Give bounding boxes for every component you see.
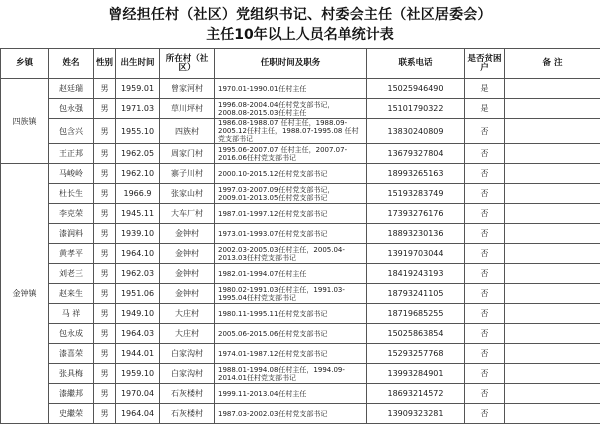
service-cell: 1996.08-2004.04任村党支部书记，2008.08-2015.03任村主任 bbox=[215, 99, 367, 119]
birth-cell: 1964.03 bbox=[116, 324, 160, 344]
name-cell: 史繼荣 bbox=[49, 404, 94, 424]
phone-cell: 17393276176 bbox=[367, 204, 465, 224]
note-cell bbox=[505, 404, 600, 424]
header-village: 所在村（社区） bbox=[160, 49, 215, 79]
village-cell: 曾家河村 bbox=[160, 79, 215, 99]
poor-cell: 否 bbox=[465, 144, 505, 164]
name-cell: 刘老三 bbox=[49, 264, 94, 284]
phone-cell: 13909323281 bbox=[367, 404, 465, 424]
note-cell bbox=[505, 284, 600, 304]
service-cell: 1999.11-2013.04任村主任 bbox=[215, 384, 367, 404]
table-row bbox=[1, 384, 600, 404]
village-cell: 金钟村 bbox=[160, 284, 215, 304]
village-cell: 金钟村 bbox=[160, 264, 215, 284]
service-cell: 1980.11-1995.11任村党支部书记 bbox=[215, 304, 367, 324]
gender-cell: 男 bbox=[94, 144, 116, 164]
village-cell: 四族村 bbox=[160, 119, 215, 144]
gender-cell: 男 bbox=[94, 264, 116, 284]
poor-cell: 否 bbox=[465, 404, 505, 424]
gender-cell: 男 bbox=[94, 404, 116, 424]
note-cell bbox=[505, 164, 600, 184]
poor-cell: 是 bbox=[465, 99, 505, 119]
note-cell bbox=[505, 119, 600, 144]
village-cell: 白家沟村 bbox=[160, 344, 215, 364]
gender-cell: 男 bbox=[94, 284, 116, 304]
header-poor: 是否贫困户 bbox=[465, 49, 505, 79]
gender-cell: 男 bbox=[94, 304, 116, 324]
note-cell bbox=[505, 384, 600, 404]
note-cell bbox=[505, 99, 600, 119]
village-cell: 大庄村 bbox=[160, 324, 215, 344]
poor-cell: 是 bbox=[465, 79, 505, 99]
birth-cell: 1944.01 bbox=[116, 344, 160, 364]
village-cell: 大车厂村 bbox=[160, 204, 215, 224]
service-cell: 1982.01-1994.07任村主任 bbox=[215, 264, 367, 284]
table-row bbox=[1, 224, 600, 244]
phone-cell: 15025863854 bbox=[367, 324, 465, 344]
village-cell: 张家山村 bbox=[160, 184, 215, 204]
table-title-line-1: 曾经担任村（社区）党组织书记、村委会主任（社区居委会） bbox=[0, 4, 600, 24]
header-town: 乡镇 bbox=[1, 49, 49, 79]
personnel-table bbox=[0, 48, 600, 424]
table-row bbox=[1, 99, 600, 119]
table-row bbox=[1, 304, 600, 324]
name-cell: 马 祥 bbox=[49, 304, 94, 324]
poor-cell: 否 bbox=[465, 224, 505, 244]
birth-cell: 1945.11 bbox=[116, 204, 160, 224]
birth-cell: 1955.10 bbox=[116, 119, 160, 144]
name-cell: 杜长生 bbox=[49, 184, 94, 204]
birth-cell: 1939.10 bbox=[116, 224, 160, 244]
poor-cell: 否 bbox=[465, 119, 505, 144]
phone-cell: 13679327804 bbox=[367, 144, 465, 164]
town-cell: 四族镇 bbox=[1, 79, 49, 164]
name-cell: 赵廷瑞 bbox=[49, 79, 94, 99]
birth-cell: 1964.10 bbox=[116, 244, 160, 264]
phone-cell: 13830240809 bbox=[367, 119, 465, 144]
table-row bbox=[1, 364, 600, 384]
village-cell: 金钟村 bbox=[160, 244, 215, 264]
gender-cell: 男 bbox=[94, 324, 116, 344]
service-cell: 1973.01-1993.07任村党支部书记 bbox=[215, 224, 367, 244]
service-cell: 2000.10-2015.12任村党支部书记 bbox=[215, 164, 367, 184]
name-cell: 包永强 bbox=[49, 99, 94, 119]
name-cell: 赵来生 bbox=[49, 284, 94, 304]
note-cell bbox=[505, 344, 600, 364]
birth-cell: 1959.01 bbox=[116, 79, 160, 99]
table-row bbox=[1, 204, 600, 224]
header-service: 任职时间及职务 bbox=[215, 49, 367, 79]
service-cell: 1987.03-2002.03任村党支部书记 bbox=[215, 404, 367, 424]
birth-cell: 1959.10 bbox=[116, 364, 160, 384]
note-cell bbox=[505, 364, 600, 384]
table-row bbox=[1, 404, 600, 424]
service-cell: 1988.01-1994.08任村主任，1994.09-2014.01任村党支部书记 bbox=[215, 364, 367, 384]
table-row bbox=[1, 244, 600, 264]
service-cell: 2002.03-2005.03任村主任，2005.04-2013.03任村党支部书记 bbox=[215, 244, 367, 264]
village-cell: 寨子川村 bbox=[160, 164, 215, 184]
birth-cell: 1951.06 bbox=[116, 284, 160, 304]
gender-cell: 男 bbox=[94, 164, 116, 184]
poor-cell: 否 bbox=[465, 264, 505, 284]
table-title-line-2: 主任10年以上人员名单统计表 bbox=[0, 24, 600, 44]
phone-cell: 18793241105 bbox=[367, 284, 465, 304]
birth-cell: 1964.04 bbox=[116, 404, 160, 424]
name-cell: 漆喜荣 bbox=[49, 344, 94, 364]
gender-cell: 男 bbox=[94, 204, 116, 224]
poor-cell: 否 bbox=[465, 184, 505, 204]
name-cell: 漆繼邦 bbox=[49, 384, 94, 404]
name-cell: 马峻岭 bbox=[49, 164, 94, 184]
gender-cell: 男 bbox=[94, 99, 116, 119]
table-row bbox=[1, 144, 600, 164]
name-cell: 包永成 bbox=[49, 324, 94, 344]
poor-cell: 否 bbox=[465, 204, 505, 224]
table-row bbox=[1, 264, 600, 284]
village-cell: 白家沟村 bbox=[160, 364, 215, 384]
village-cell: 金钟村 bbox=[160, 224, 215, 244]
phone-cell: 18993265163 bbox=[367, 164, 465, 184]
birth-cell: 1971.03 bbox=[116, 99, 160, 119]
phone-cell: 13993284901 bbox=[367, 364, 465, 384]
note-cell bbox=[505, 324, 600, 344]
service-cell: 1986.08-1988.07 任村主任，1988.09-2005.12任村主任，1988.07-1995.08 任村党支部书记 bbox=[215, 119, 367, 144]
gender-cell: 男 bbox=[94, 119, 116, 144]
name-cell: 黄孝平 bbox=[49, 244, 94, 264]
birth-cell: 1966.9 bbox=[116, 184, 160, 204]
gender-cell: 男 bbox=[94, 244, 116, 264]
town-cell: 金钟镇 bbox=[1, 164, 49, 424]
phone-cell: 18893230136 bbox=[367, 224, 465, 244]
table-row bbox=[1, 284, 600, 304]
poor-cell: 否 bbox=[465, 384, 505, 404]
gender-cell: 男 bbox=[94, 224, 116, 244]
gender-cell: 男 bbox=[94, 344, 116, 364]
phone-cell: 15025946490 bbox=[367, 79, 465, 99]
name-cell: 漆润料 bbox=[49, 224, 94, 244]
birth-cell: 1970.04 bbox=[116, 384, 160, 404]
phone-cell: 13919703044 bbox=[367, 244, 465, 264]
note-cell bbox=[505, 79, 600, 99]
phone-cell: 15101790322 bbox=[367, 99, 465, 119]
note-cell bbox=[505, 144, 600, 164]
phone-cell: 15293257768 bbox=[367, 344, 465, 364]
poor-cell: 否 bbox=[465, 244, 505, 264]
poor-cell: 否 bbox=[465, 304, 505, 324]
poor-cell: 否 bbox=[465, 324, 505, 344]
poor-cell: 否 bbox=[465, 344, 505, 364]
header-row bbox=[1, 49, 600, 79]
header-gender: 性别 bbox=[94, 49, 116, 79]
service-cell: 1997.03-2007.09任村党支部书记，2009.01-2013.05任村党支部书记 bbox=[215, 184, 367, 204]
birth-cell: 1962.05 bbox=[116, 144, 160, 164]
table-row bbox=[1, 79, 600, 99]
table-row bbox=[1, 164, 600, 184]
gender-cell: 男 bbox=[94, 184, 116, 204]
name-cell: 包含兴 bbox=[49, 119, 94, 144]
poor-cell: 否 bbox=[465, 284, 505, 304]
gender-cell: 男 bbox=[94, 364, 116, 384]
note-cell bbox=[505, 244, 600, 264]
note-cell bbox=[505, 184, 600, 204]
service-cell: 1980.02-1991.03任村主任，1991.03-1995.04任村党支部书记 bbox=[215, 284, 367, 304]
table-row bbox=[1, 344, 600, 364]
note-cell bbox=[505, 304, 600, 324]
service-cell: 2005.06-2015.06任村党支部书记 bbox=[215, 324, 367, 344]
header-note: 备 注 bbox=[505, 49, 600, 79]
village-cell: 大庄村 bbox=[160, 304, 215, 324]
header-name: 姓名 bbox=[49, 49, 94, 79]
birth-cell: 1949.10 bbox=[116, 304, 160, 324]
gender-cell: 男 bbox=[94, 79, 116, 99]
name-cell: 张具梅 bbox=[49, 364, 94, 384]
poor-cell: 否 bbox=[465, 364, 505, 384]
phone-cell: 18693214572 bbox=[367, 384, 465, 404]
birth-cell: 1962.03 bbox=[116, 264, 160, 284]
phone-cell: 18419243193 bbox=[367, 264, 465, 284]
table-row bbox=[1, 324, 600, 344]
note-cell bbox=[505, 224, 600, 244]
note-cell bbox=[505, 264, 600, 284]
service-cell: 1974.01-1987.12任村党支部书记 bbox=[215, 344, 367, 364]
village-cell: 草川坪村 bbox=[160, 99, 215, 119]
phone-cell: 18719685255 bbox=[367, 304, 465, 324]
service-cell: 1970.01-1990.01任村主任 bbox=[215, 79, 367, 99]
service-cell: 1987.01-1997.12任村党支部书记 bbox=[215, 204, 367, 224]
birth-cell: 1962.10 bbox=[116, 164, 160, 184]
name-cell: 王正邦 bbox=[49, 144, 94, 164]
poor-cell: 否 bbox=[465, 164, 505, 184]
name-cell: 李克荣 bbox=[49, 204, 94, 224]
header-birth: 出生时间 bbox=[116, 49, 160, 79]
table-row bbox=[1, 119, 600, 144]
note-cell bbox=[505, 204, 600, 224]
village-cell: 石灰楼村 bbox=[160, 384, 215, 404]
service-cell: 1995.06-2007.07 任村主任，2007.07-2016.06任村党支部书记 bbox=[215, 144, 367, 164]
gender-cell: 男 bbox=[94, 384, 116, 404]
table-row bbox=[1, 184, 600, 204]
header-phone: 联系电话 bbox=[367, 49, 465, 79]
phone-cell: 15193283749 bbox=[367, 184, 465, 204]
village-cell: 周家门村 bbox=[160, 144, 215, 164]
village-cell: 石灰楼村 bbox=[160, 404, 215, 424]
